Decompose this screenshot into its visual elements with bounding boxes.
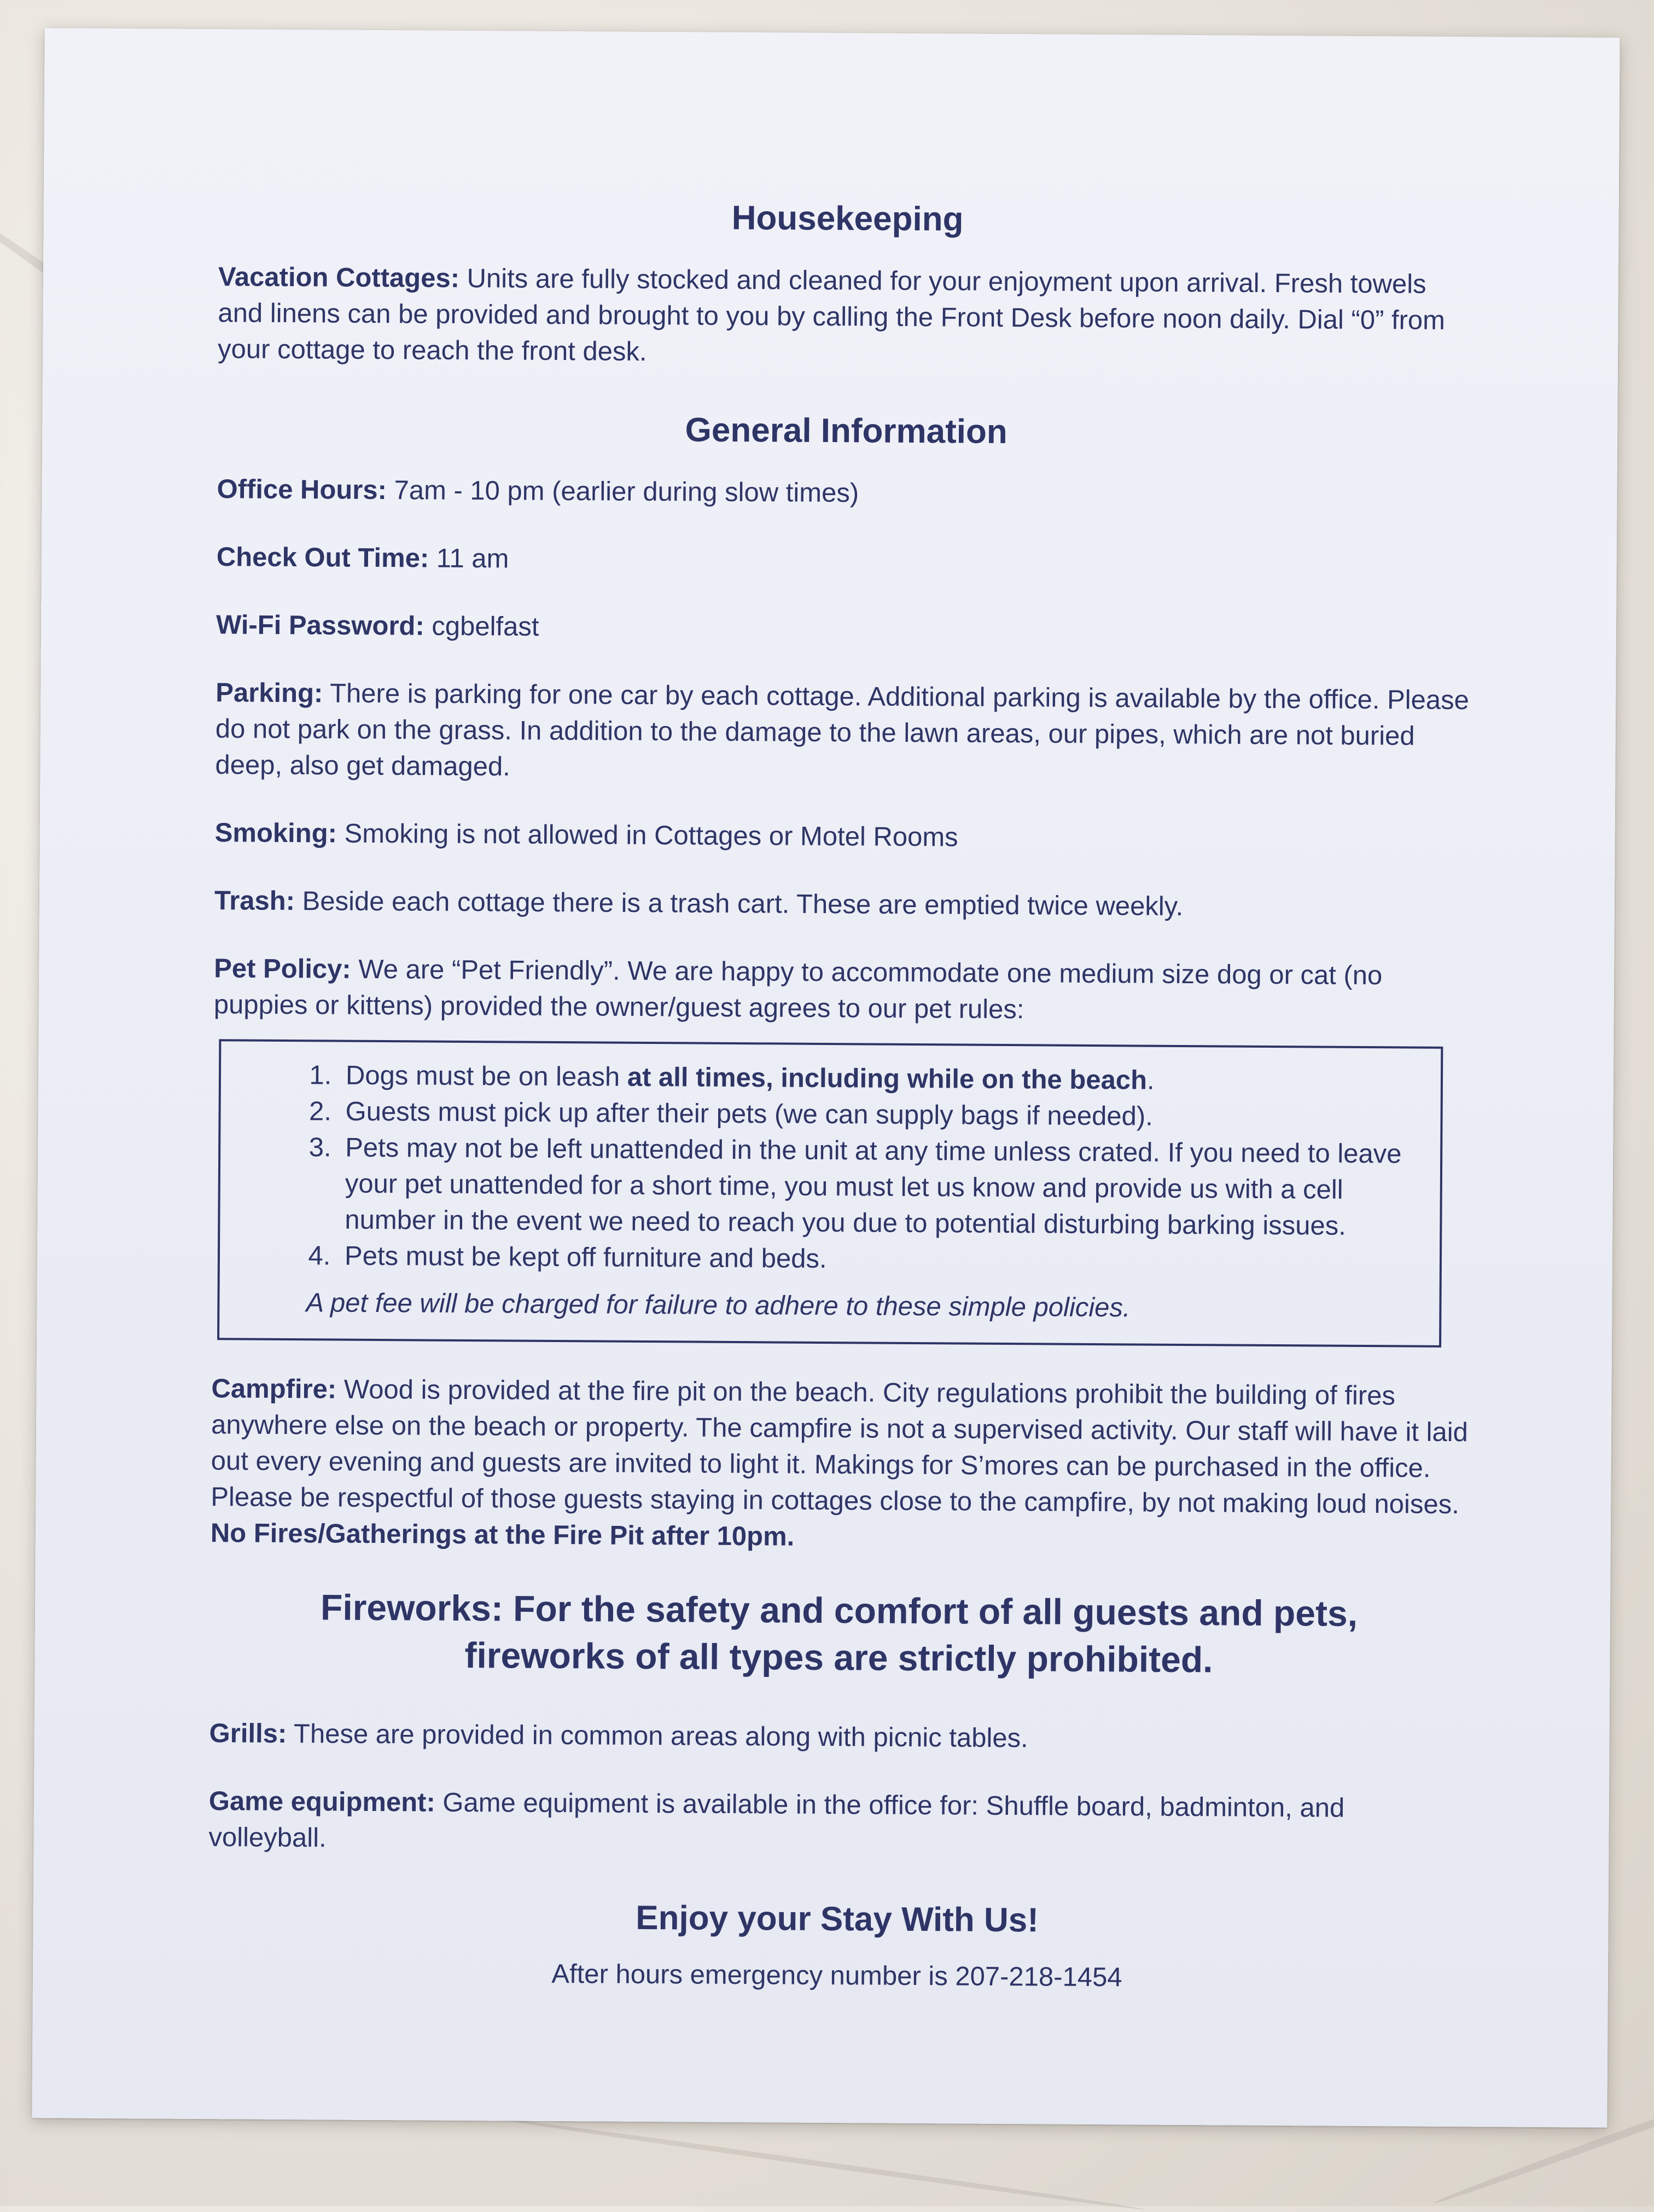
general-information-heading: General Information: [685, 411, 1007, 451]
marble-vein: [495, 2116, 1146, 2212]
campfire-label: Campfire:: [211, 1374, 337, 1404]
grills-text: These are provided in common areas along with picnic tables.: [293, 1719, 1028, 1754]
game-equipment-label: Game equipment:: [208, 1786, 435, 1818]
parking-text: There is parking for one car by each cottage. Additional parking is available by the office. Please do not park on the grass. In addition to the damage to the lawn areas, our pipes, which are not buried deep, also get damaged.: [215, 678, 1470, 782]
emergency-number: After hours emergency number is 207-218-1454: [551, 1959, 1122, 1993]
smoking-label: Smoking:: [214, 818, 337, 849]
trash-paragraph: [214, 883, 1472, 926]
grills-label: Grills:: [209, 1718, 287, 1749]
office-hours-text: 7am - 10 pm (earlier during slow times): [394, 475, 859, 508]
check-out-label: Check Out Time:: [216, 542, 429, 573]
housekeeping-heading: Housekeeping: [731, 199, 964, 239]
vacation-cottages-text: Units are fully stocked and cleaned for your enjoyment upon arrival. Fresh towels and linens can be provided and brought to you by calling the Front Desk before noon daily. Dial “0” from your cottage to reach the front desk.: [217, 263, 1446, 367]
pet-rule-1: [339, 1058, 1419, 1100]
pet-rule-1-text: Dogs must be on leash: [345, 1060, 627, 1092]
pet-rule-2: 2. Guests must pick up after their pets (we can supply bags if needed).: [339, 1094, 1418, 1136]
check-out-text: 11 am: [436, 543, 509, 574]
smoking-text: Smoking is not allowed in Cottages or Motel Rooms: [344, 818, 958, 852]
sheet-content: [208, 193, 1477, 1998]
pet-policy-label: Pet Policy:: [214, 954, 351, 984]
campfire-paragraph: [211, 1371, 1470, 1559]
vacation-cottages-paragraph: [218, 259, 1476, 375]
parking-label: Parking:: [216, 678, 323, 709]
pet-rule-3: 3. Pets may not be left unattended in the unit at any time unless crated. If you need to leave your pet unattended for a short time, you must let us know and provide us with a cell number in the event we need to reach you due to potential disturbing barking issues.: [338, 1130, 1418, 1245]
check-out-paragraph: [217, 539, 1475, 583]
pet-rules-box: [217, 1039, 1443, 1348]
smoking-paragraph: [215, 815, 1473, 858]
parking-paragraph: [215, 675, 1474, 791]
pet-fee-note: A pet fee will be charged for failure to adhere to these simple policies.: [306, 1288, 1131, 1323]
info-sheet: [32, 28, 1620, 2128]
pet-policy-paragraph: [214, 950, 1472, 1030]
trash-text: Beside each cottage there is a trash cart. These are emptied twice weekly.: [302, 886, 1184, 921]
wifi-label: Wi-Fi Password:: [216, 610, 424, 641]
campfire-curfew: No Fires/Gatherings at the Fire Pit after 10pm.: [210, 1518, 795, 1552]
wifi-paragraph: [216, 607, 1474, 651]
wifi-password: cgbelfast: [432, 611, 539, 642]
trash-label: Trash:: [214, 886, 295, 916]
campfire-text: Wood is provided at the fire pit on the beach. City regulations prohibit the building of fires anywhere else on the beach or property. The campfire is not a supervised activity. Our staff will have it laid out every evening and guests are invited to light it. Makings for S’mores can be purchased in the office. Please be respectful of those guests staying in cottages close to the campfire, by not making loud noises.: [211, 1374, 1469, 1520]
office-hours-label: Office Hours:: [217, 474, 387, 506]
vacation-cottages-label: Vacation Cottages:: [218, 262, 460, 293]
pet-rule-4: 4. Pets must be kept off furniture and beds.: [338, 1238, 1418, 1281]
office-hours-paragraph: [217, 471, 1475, 515]
fireworks-notice: [209, 1583, 1468, 1685]
enjoy-stay-heading: Enjoy your Stay With Us!: [636, 1899, 1039, 1940]
game-equipment-text: Game equipment is available in the office for: Shuffle board, badminton, and volleyball.: [208, 1787, 1345, 1853]
game-equipment-paragraph: [208, 1783, 1467, 1863]
grills-paragraph: [209, 1715, 1467, 1759]
pet-rules-list: [242, 1056, 1419, 1280]
pet-rule-1-end: .: [1146, 1065, 1155, 1095]
fireworks-line-1: Fireworks: For the safety and comfort of all guests and pets,: [320, 1587, 1358, 1634]
pet-policy-text: We are “Pet Friendly”. We are happy to accommodate one medium size dog or cat (no puppies or kittens) provided the owner/guest agrees to our pet rules:: [213, 954, 1383, 1025]
pet-rule-1-emphasis: at all times, including while on the beach: [627, 1062, 1148, 1095]
fireworks-line-2: fireworks of all types are strictly prohibited.: [464, 1634, 1213, 1680]
